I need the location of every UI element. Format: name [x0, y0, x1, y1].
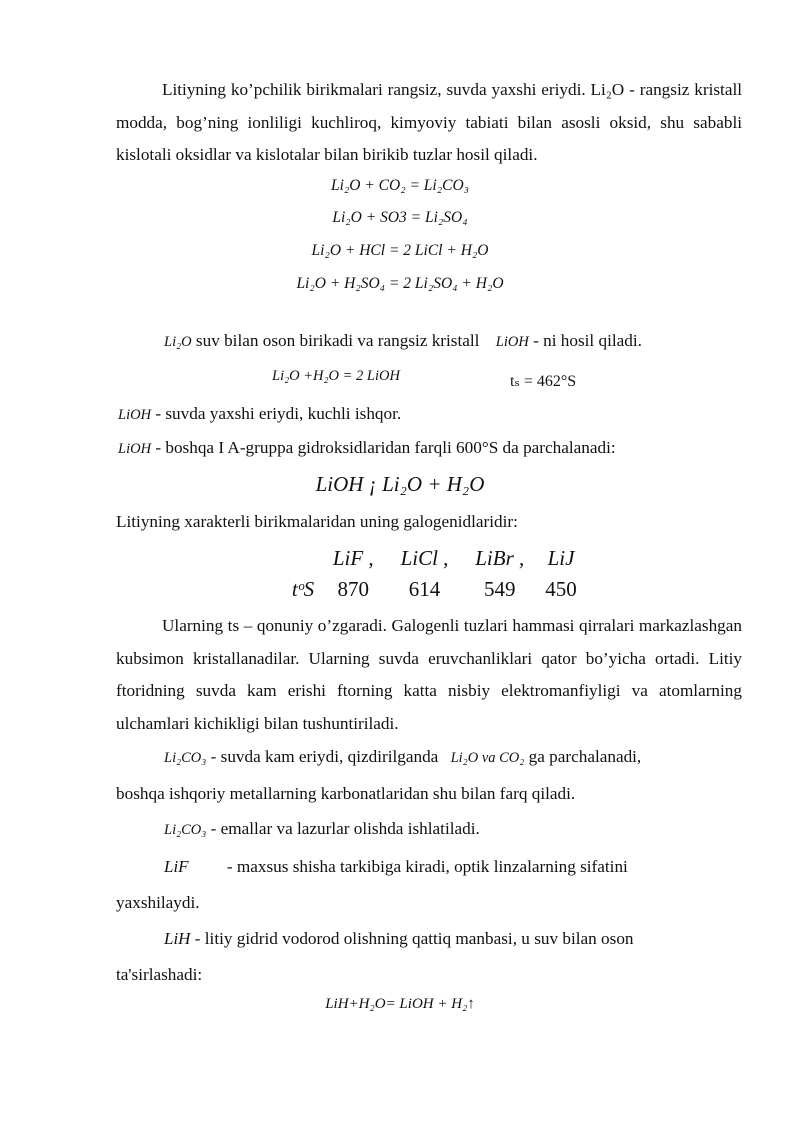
- line-lioh-decomposition: [118, 437, 616, 460]
- equation-6: LiOH ¡ Li₂O + H₂O: [315, 472, 485, 496]
- melting-points-row: [290, 575, 581, 603]
- formula-lif: LiF: [164, 857, 189, 876]
- line-lioh-property: [118, 403, 401, 426]
- temp-lif: 870: [337, 577, 369, 601]
- formula-lioh: LiOH: [495, 334, 529, 350]
- formula-lioh: LiOH: [118, 407, 152, 423]
- formula-li2o-co2: Li₂O va CO₂: [450, 750, 525, 766]
- equation-2: Li₂O + SO3 = Li₂SO₄: [332, 209, 468, 226]
- formula-lioh: LiOH: [118, 441, 152, 457]
- halide-licl: LiCl ,: [400, 546, 449, 570]
- line-li2o-water: [164, 330, 642, 353]
- paragraph-halides: Litiyning xarakterli birikmalaridan uning galogenidlaridir:: [116, 512, 518, 531]
- line-li2co3-solubility: [164, 746, 742, 769]
- line-li2co3-use-text: - emallar va lazurlar olishda ishlatiladi.: [210, 819, 480, 838]
- line-lih-text: - litiy gidrid vodorod olishning qattiq manbasi, u suv bilan oson: [194, 929, 634, 948]
- line-li2co3-text: - suvda kam eriydi, qizdirilganda: [210, 747, 439, 766]
- temp-libr: 549: [484, 577, 516, 601]
- line-lih: [164, 928, 742, 950]
- halides-row: [290, 544, 581, 572]
- line-li2o-text-2: - ni hosil qiladi.: [533, 331, 642, 350]
- temp-licl: 614: [408, 577, 441, 601]
- formula-li2co3: Li₂CO₃: [164, 822, 207, 838]
- halide-libr: LiBr ,: [475, 546, 525, 570]
- line-li2co3-continuation: boshqa ishqoriy metallarning karbonatlaridan shu bilan farq qiladi.: [116, 784, 576, 803]
- line-li2o-text: suv bilan oson birikadi va rangsiz kristall: [195, 331, 480, 350]
- halide-lij: LiJ: [547, 546, 575, 570]
- equation-7: LiH+H₂O= LiOH + H₂↑: [325, 996, 475, 1012]
- temp-lij: 450: [545, 577, 577, 601]
- equation-1: Li₂O + CO₂ = Li₂CO₃: [330, 177, 470, 194]
- formula-lih: LiH: [164, 929, 191, 948]
- line-lioh-decomp-text: - boshqa I A-gruppa gidroksidlaridan farqli 600°S da parchalanadi:: [155, 438, 616, 457]
- formula-li2co3: Li₂CO₃: [164, 750, 207, 766]
- line-li2co3-text-2: ga parchalanadi,: [528, 747, 642, 766]
- formula-li2o: Li₂O: [164, 334, 192, 350]
- halide-lif: LiF ,: [332, 546, 374, 570]
- paragraph-intro: Litiyning ko’pchilik birikmalari rangsiz, suvda yaxshi eriydi. Li₂O - rangsiz kristall modda, bog’ning ionliligi kuchliroq, kimyoviy tabiati bilan asosli oksid, shu sababli kislotali oksidlar va kislotalar bilan birikib tuzlar hosil qiladi.: [116, 80, 742, 164]
- line-li2co3-use: [164, 818, 480, 841]
- paragraph-halide-properties: Ularning ts – qonuniy o’zgaradi. Galogenli tuzlari hammasi qirralari markazlashgan kubsimon kristallanadilar. Ularning suvda eruvchanliklari qator bo’yicha ortadi. Litiy ftoridning suvda kam erishi ftorning katta nisbiy elektromanfiyligi va atomlarning ulchamlari kichikligi bilan tushuntiriladi.: [116, 616, 742, 733]
- equation-4: Li₂O + H₂SO₄ = 2 Li₂SO₄ + H₂O: [296, 275, 504, 292]
- line-lif-text: - maxsus shisha tarkibiga kiradi, optik linzalarning sifatini: [226, 857, 628, 876]
- equation-3: Li₂O + HCl = 2 LiCl + H₂O: [311, 242, 489, 259]
- equation-5-temperature: tₛ = 462°S: [510, 373, 577, 390]
- line-lioh-text: - suvda yaxshi eriydi, kuchli ishqor.: [155, 404, 402, 423]
- line-lif-continuation: yaxshilaydi.: [116, 893, 200, 912]
- line-lih-continuation: ta'sirlashadi:: [116, 965, 203, 984]
- equation-5: Li₂O +H₂O = 2 LiOH: [272, 368, 400, 384]
- line-lif: [164, 856, 742, 878]
- temp-label: tᵒS: [291, 577, 315, 601]
